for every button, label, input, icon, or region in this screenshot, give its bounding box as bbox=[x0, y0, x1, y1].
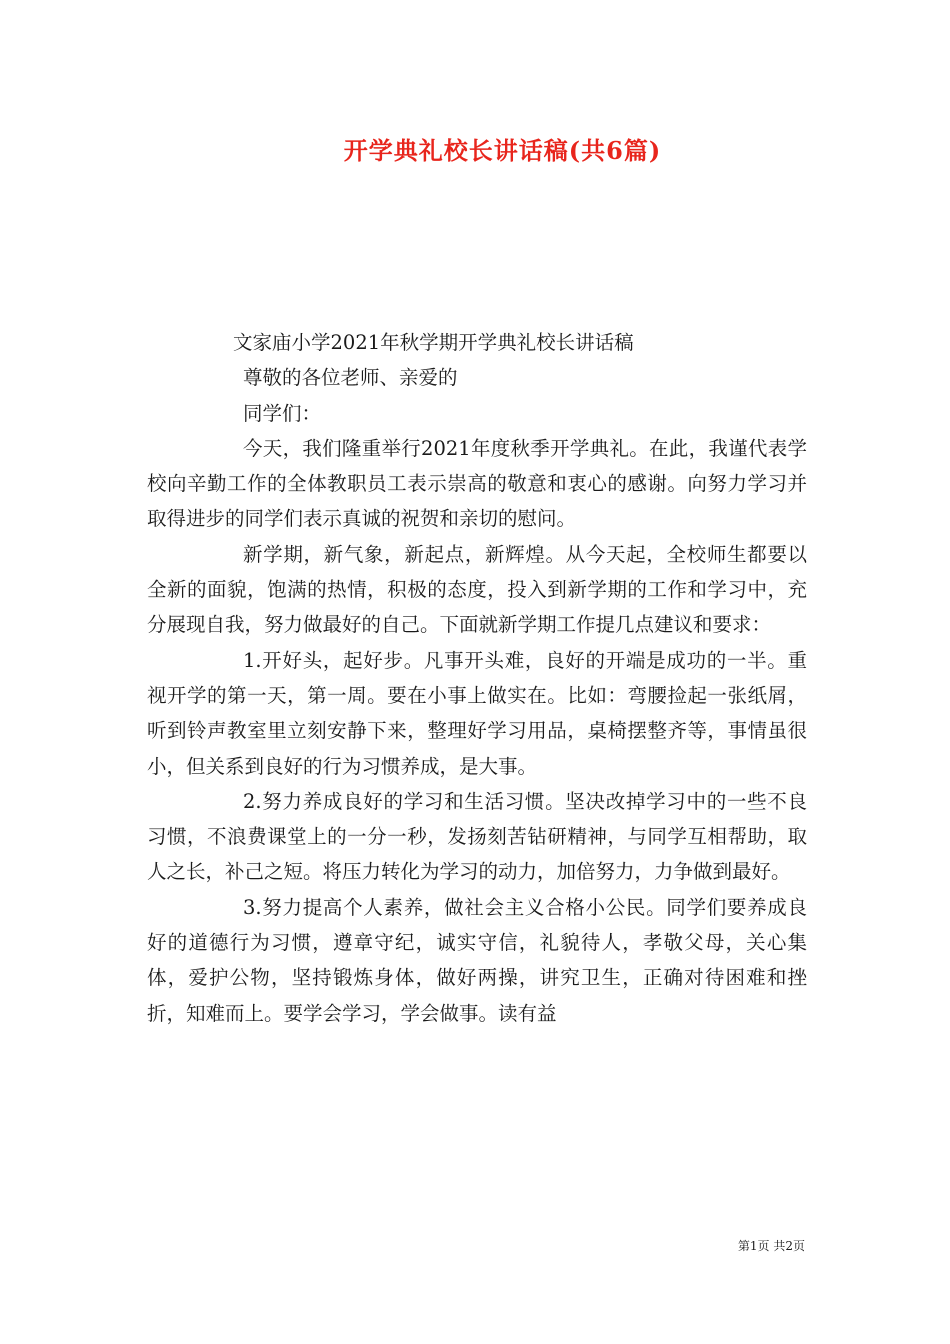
document-subtitle: 文家庙小学2021年秋学期开学典礼校长讲话稿 bbox=[233, 331, 634, 354]
document-body bbox=[147, 325, 807, 1031]
paragraph-opening: 今天，我们隆重举行2021年度秋季开学典礼。在此，我谨代表学校向辛勤工作的全体教职员工表示崇高的敬意和衷心的感谢。向努力学习并取得进步的同学们表示真诚的祝贺和亲切的慰问。 bbox=[147, 436, 807, 531]
paragraph-point-3: 3.努力提高个人素养，做社会主义合格小公民。同学们要养成良好的道德行为习惯，遵章守纪，诚实守信，礼貌待人，孝敬父母，关心集体，爱护公物，坚持锻炼身体，做好两操，讲究卫生，正确对待困难和挫折，知难而上。要学会学习，学会做事。读有益 bbox=[147, 895, 807, 1025]
salutation-line-2: 同学们： bbox=[243, 401, 322, 425]
document-title: 开学典礼校长讲话稿(共6篇) bbox=[343, 136, 662, 165]
paragraph-new-semester: 新学期，新气象，新起点，新辉煌。从今天起，全校师生都要以全新的面貌，饱满的热情，积极的态度，投入到新学期的工作和学习中，充分展现自我，努力做最好的自己。下面就新学期工作提几点建议和要求： bbox=[147, 542, 807, 637]
page-number: 第1页 共2页 bbox=[737, 1239, 805, 1253]
paragraph-point-1: 1.开好头，起好步。凡事开头难，良好的开端是成功的一半。重视开学的第一天，第一周。要在小事上做实在。比如：弯腰捡起一张纸屑，听到铃声教室里立刻安静下来，整理好学习用品，桌椅摆整齐等，事情虽很小，但关系到良好的行为习惯养成，是大事。 bbox=[147, 648, 807, 778]
salutation-line-1: 尊敬的各位老师、亲爱的 bbox=[243, 366, 458, 390]
paragraph-point-2: 2.努力养成良好的学习和生活习惯。坚决改掉学习中的一些不良习惯，不浪费课堂上的一分一秒，发扬刻苦钻研精神，与同学互相帮助，取人之长，补己之短。将压力转化为学习的动力，加倍努力，力争做到最好。 bbox=[147, 789, 807, 884]
